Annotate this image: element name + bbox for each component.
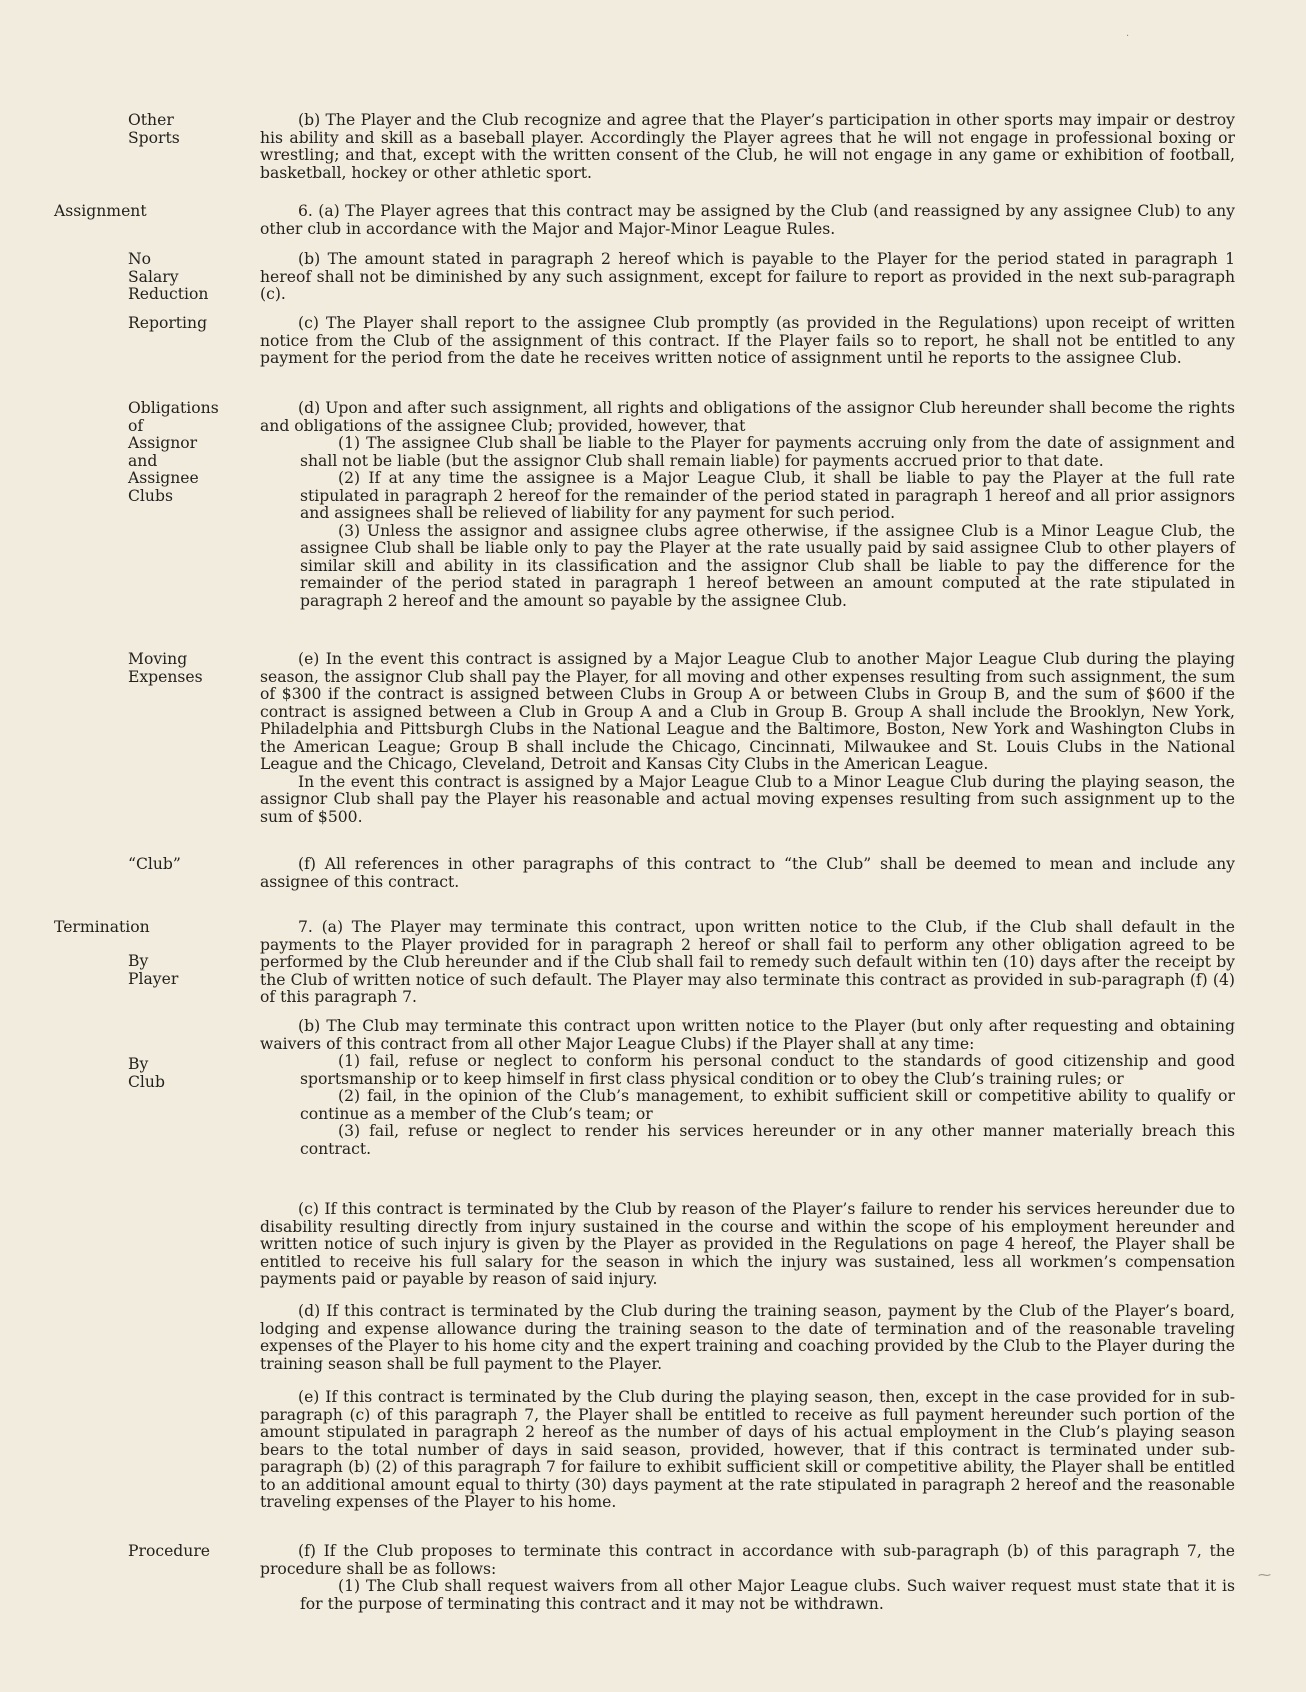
pencil-mark: ⁓ [1258, 1568, 1271, 1583]
termination-playing-season-section [260, 1389, 1235, 1512]
label-procedure: Procedure [128, 1542, 211, 1560]
paragraph-6d: (d) Upon and after such assignment, all rights and obligations of the assignor Club hereunder shall become the rights and obligations of the assignee Club; provided, however, that [260, 399, 1235, 435]
label-termination: Termination [54, 918, 150, 936]
reporting-section [260, 315, 1235, 368]
label-reporting: Reporting [128, 314, 208, 332]
label-moving-expenses: Moving Expenses [128, 650, 203, 686]
paragraph-7b-3: (3) fail, refuse or neglect to render his services hereunder or in any other manner materially breach this contract. [300, 1122, 1235, 1158]
paragraph-7c: (c) If this contract is terminated by the Club by reason of the Player’s failure to render his services hereunder due to disability resulting directly from injury sustained in the course and within the scope of his employment hereunder and written notice of such injury is given by the Player as provided in the Regulations on page 4 hereof, the Player shall be entitled to receive his full salary for the season in which the injury was sustained, less all workmen’s compensation payments paid or payable by reason of said injury. [260, 1200, 1235, 1288]
no-salary-reduction-section [260, 251, 1235, 304]
paragraph-6c: (c) The Player shall report to the assignee Club promptly (as provided in the Regulations) upon receipt of written notice from the Club of the assignment of this contract. If the Player fails so to report, he shall not be entitled to any payment for the period from the date he receives written notice of assignment until he reports to the assignee Club. [260, 314, 1235, 367]
obligations-section [260, 400, 1235, 610]
paragraph-6d-2: (2) If at any time the assignee is a Major League Club, it shall be liable to pay the Player at the full rate stipulated in paragraph 2 hereof for the remainder of the period stated in paragraph 1 hereof and all prior assignors and assignees shall be relieved of liability for any payment for such period. [300, 469, 1235, 522]
paragraph-7e: (e) If this contract is terminated by the Club during the playing season, then, except in the case provided for in sub-paragraph (c) of this paragraph 7, the Player shall be entitled to receive as full payment hereunder such portion of the amount stipulated in paragraph 2 hereof as the number of days of his actual employment in the Club’s playing season bears to the total number of days in said season, provided, however, that if this contract is terminated under sub-paragraph (b) (2) of this paragraph 7 for failure to exhibit sufficient skill or competitive ability, the Player shall be entitled to an additional amount equal to thirty (30) days payment at the rate stipulated in paragraph 2 hereof and the reasonable traveling expenses of the Player to his home. [260, 1388, 1235, 1511]
paper-speck: · [1126, 31, 1130, 42]
paragraph-7f: (f) If the Club proposes to terminate this contract in accordance with sub-paragraph (b) of this paragraph 7, the procedure shall be as follows: [260, 1542, 1235, 1578]
paragraph-6d-1: (1) The assignee Club shall be liable to the Player for payments accruing only from the date of assignment and shall not be liable (but the assignor Club shall remain liable) for payments accrued prior to that date. [300, 434, 1235, 470]
paragraph-6d-3: (3) Unless the assignor and assignee clubs agree otherwise, if the assignee Club is a Minor League Club, the assignee Club shall be liable only to pay the Player at the rate usually paid by said assignee Club to other players of similar skill and ability in its classification and the assignor Club shall be liable to pay the difference for the remainder of the period stated in paragraph 1 hereof between an amount computed at the rate stipulated in paragraph 2 hereof and the amount so payable by the assignee Club. [300, 521, 1235, 610]
paragraph-6f: (f) All references in other paragraphs of this contract to “the Club” shall be deemed to mean and include any assignee of this contract. [260, 855, 1235, 891]
label-obligations: Obligations of Assignor and Assignee Clubs [128, 399, 219, 505]
label-assignment: Assignment [54, 202, 147, 220]
moving-expenses-section [260, 651, 1235, 826]
paragraph-5b: (b) The Player and the Club recognize and agree that the Player’s participation in other sports may impair or destroy his ability and skill as a baseball player. Accordingly the Player agrees that he will not engage in professional boxing or wrestling; and that, except with the written consent of the Club, he will not engage in any game or exhibition of football, basketball, hockey or other athletic sport. [260, 111, 1235, 182]
label-by-club: By Club [128, 1055, 165, 1091]
label-no-salary-reduction: No Salary Reduction [128, 250, 209, 303]
paragraph-7a: 7. (a) The Player may terminate this contract, upon written notice to the Club, if the Club shall default in the payments to the Player provided for in paragraph 2 hereof or shall fail to perform any other obligation agreed to be performed by the Club hereunder and if the Club shall fail to remedy such default within ten (10) days after the receipt by the Club of written notice of such default. The Player may also terminate this contract as provided in sub-paragraph (f) (4) of this paragraph 7. [260, 918, 1235, 1006]
paragraph-6b: (b) The amount stated in paragraph 2 hereof which is payable to the Player for the period stated in paragraph 1 hereof shall not be diminished by any such assignment, except for failure to report as provided in the next sub-paragraph (c). [260, 250, 1235, 303]
termination-by-club-section [260, 1018, 1235, 1158]
paragraph-7d: (d) If this contract is terminated by the Club during the training season, payment by the Club of the Player’s board, lodging and expense allowance during the training season to the date of termination and of the reasonable traveling expenses of the Player to his home city and the expert training and coaching provided by the Club to the Player during the training season shall be full payment to the Player. [260, 1302, 1235, 1373]
label-by-player: By Player [128, 952, 179, 988]
paragraph-7f-1: (1) The Club shall request waivers from all other Major League clubs. Such waiver request must state that it is for the purpose of terminating this contract and it may not be withdrawn. [300, 1577, 1235, 1613]
assignment-section [260, 203, 1235, 238]
other-sports-section [260, 112, 1235, 182]
paragraph-6a: 6. (a) The Player agrees that this contract may be assigned by the Club (and reassigned by any assignee Club) to any other club in accordance with the Major and Major-Minor League Rules. [260, 202, 1235, 238]
termination-injury-section [260, 1201, 1235, 1289]
paragraph-6e: (e) In the event this contract is assigned by a Major League Club to another Major League Club during the playing season, the assignor Club shall pay the Player, for all moving and other expenses resulting from such assignment, the sum of $300 if the contract is assigned between Clubs in Group A or between Clubs in Group B, and the sum of $600 if the contract is assigned between a Club in Group A and a Club in Group B. Group A shall include the Brooklyn, New York, Philadelphia and Pittsburgh Clubs in the National League and the Baltimore, Boston, New York and Washington Clubs in the American League; Group B shall include the Chicago, Cincinnati, Milwaukee and St. Louis Clubs in the National League and the Chicago, Cleveland, Detroit and Kansas City Clubs in the American League. [260, 650, 1235, 773]
procedure-section [260, 1543, 1235, 1613]
termination-by-player-section [260, 919, 1235, 1007]
paragraph-7b: (b) The Club may terminate this contract upon written notice to the Player (but only after requesting and obtaining waivers of this contract from all other Major League Clubs) if the Player shall at any time: [260, 1017, 1235, 1053]
paragraph-7b-2: (2) fail, in the opinion of the Club’s management, to exhibit sufficient skill or competitive ability to qualify or continue as a member of the Club’s team; or [300, 1087, 1235, 1123]
label-other-sports: Other Sports [128, 111, 180, 147]
label-club: “Club” [128, 855, 181, 873]
paragraph-6e-continued: In the event this contract is assigned by a Major League Club to a Minor League Club during the playing season, the assignor Club shall pay the Player his reasonable and actual moving expenses resulting from such assignment up to the sum of $500. [260, 772, 1235, 826]
termination-training-section [260, 1303, 1235, 1373]
paragraph-7b-1: (1) fail, refuse or neglect to conform his personal conduct to the standards of good citizenship and good sportsmanship or to keep himself in first class physical condition or to obey the Club’s training rules; or [300, 1052, 1235, 1088]
club-definition-section [260, 856, 1235, 891]
